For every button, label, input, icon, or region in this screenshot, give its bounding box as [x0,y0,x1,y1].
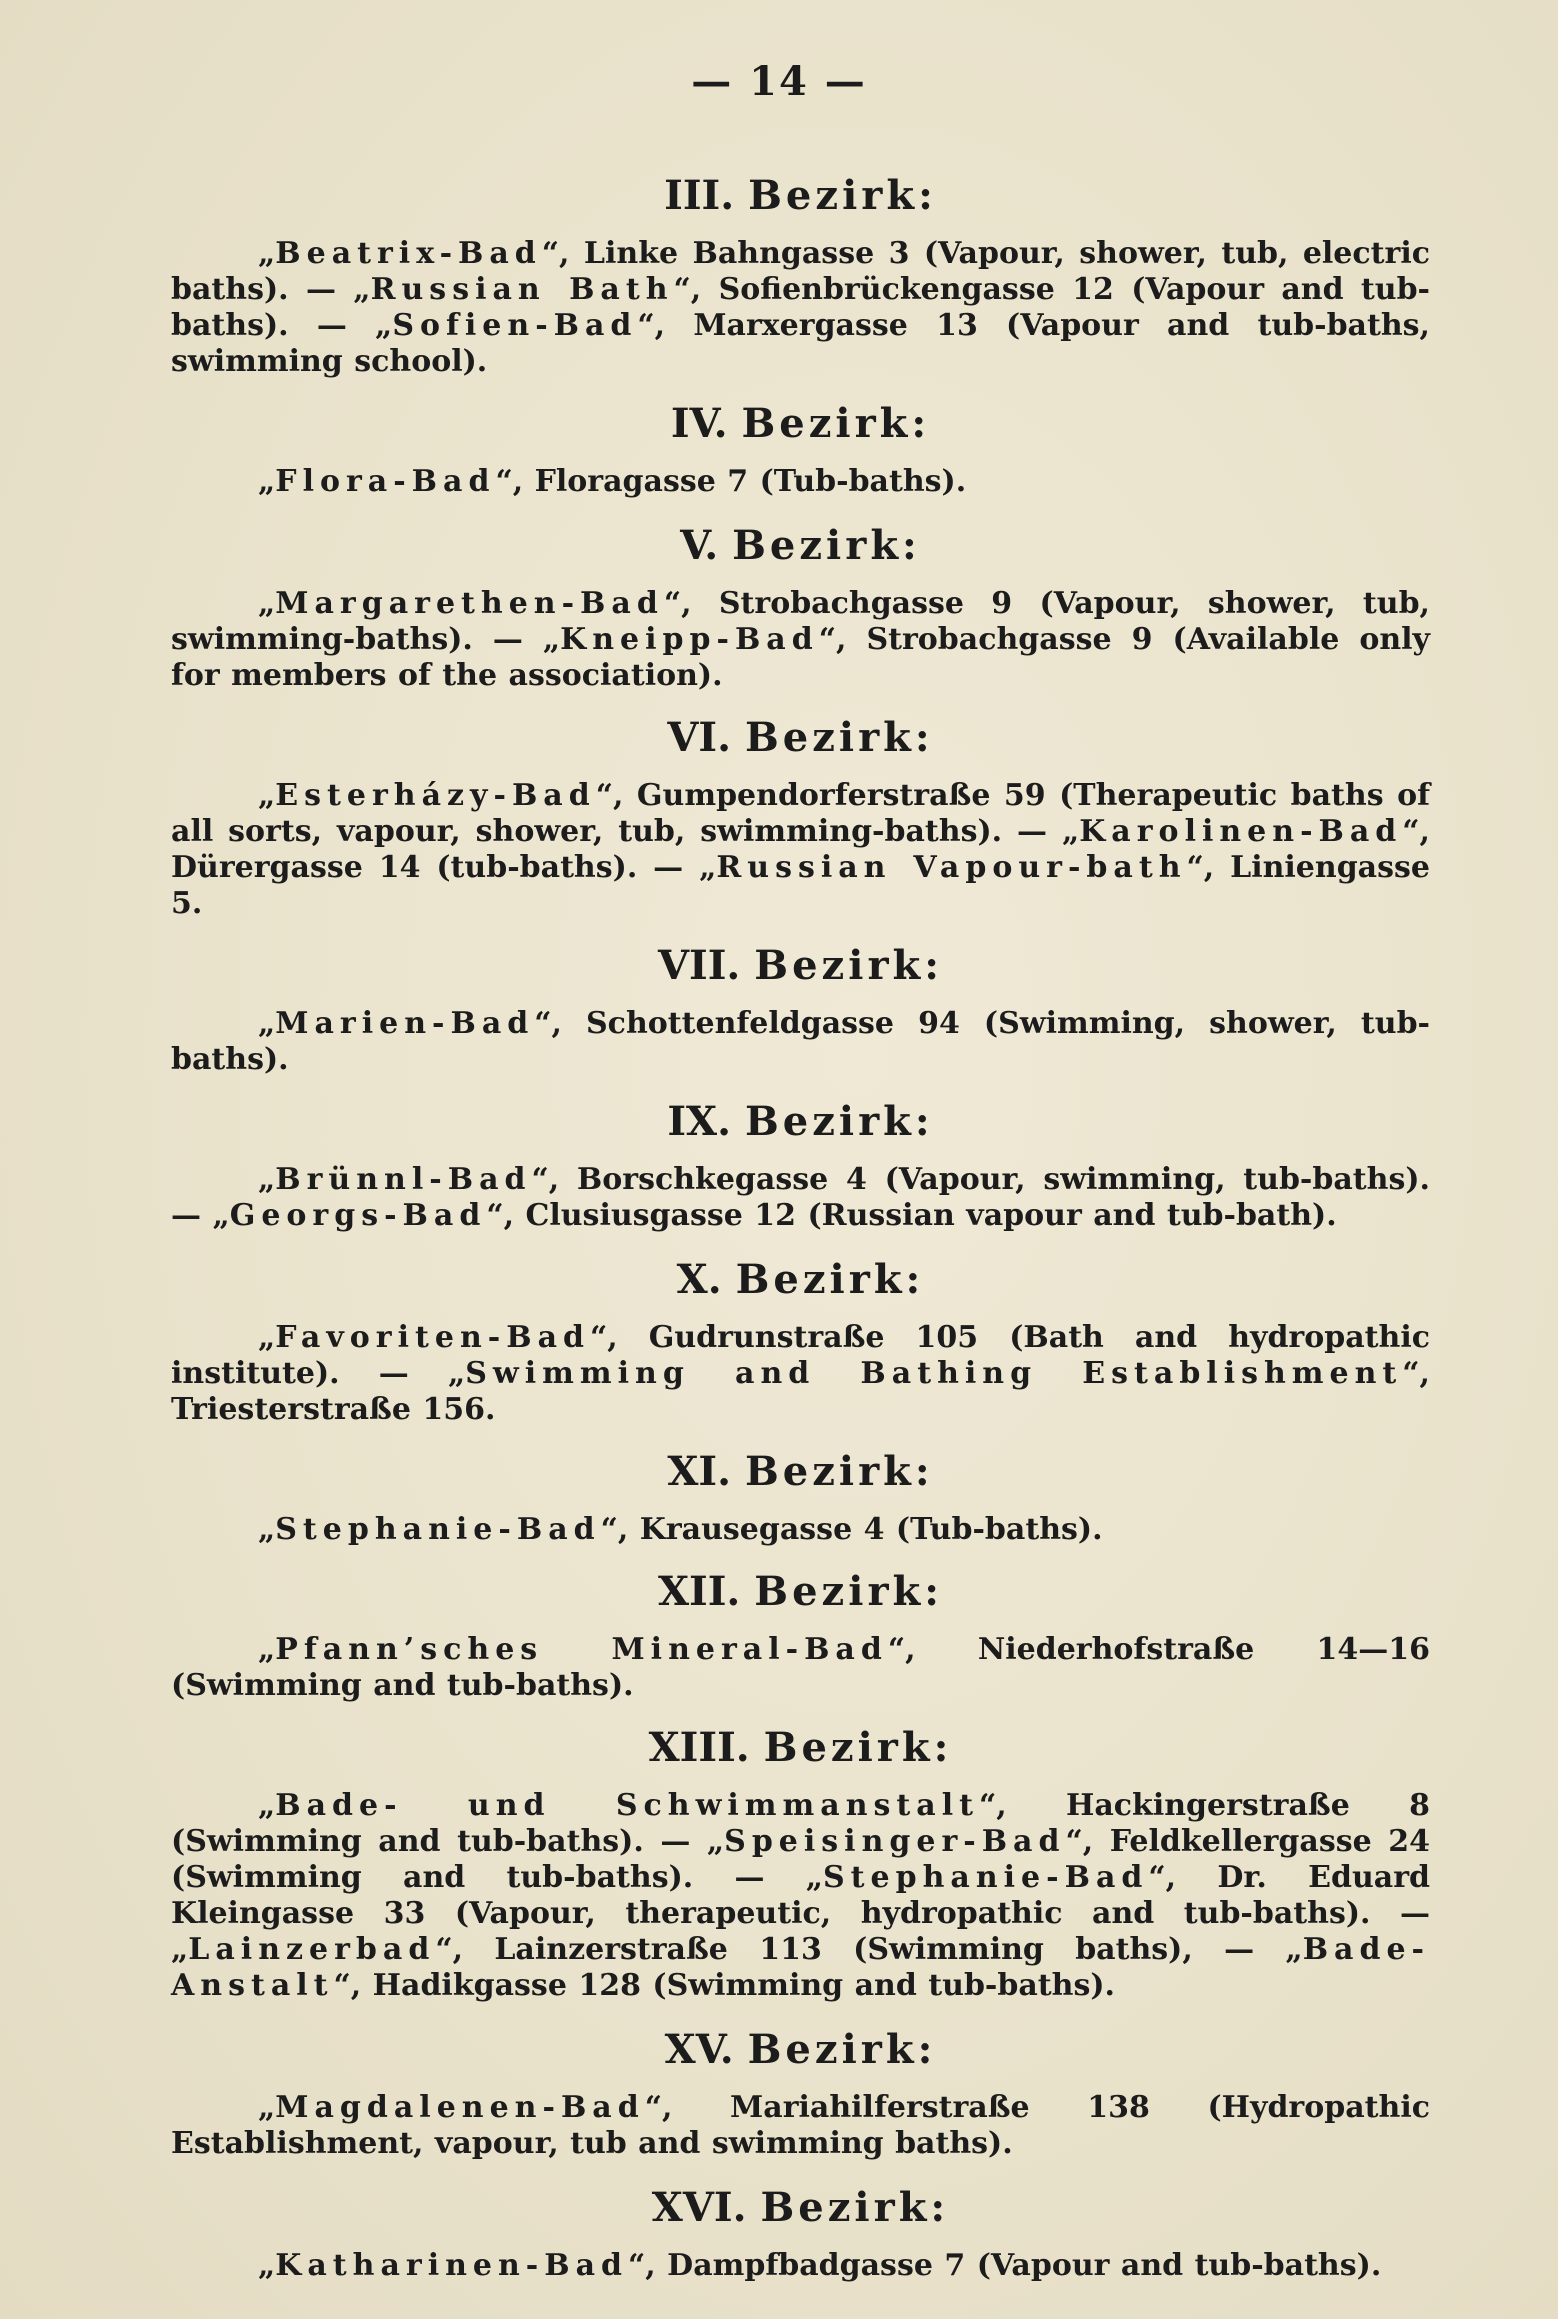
bath-name: Favoriten-Bad [275,1320,590,1355]
bath-details: “, Liniengasse 5. [171,850,1430,921]
bath-details: “, Borschkegasse 4 (Vapour, swimming, tub-baths). — „ [171,1162,1430,1233]
district-heading [171,398,1430,450]
district-heading [171,1566,1430,1618]
bath-name: Kneipp-Bad [560,622,819,657]
bath-details: “, Strobachgasse 9 (Vapour, shower, tub, swimming-baths). — „ [171,586,1430,657]
district-label: Bezirk: [754,942,944,989]
bath-details: „ [258,1632,276,1667]
bath-details: „ [258,1320,276,1355]
district-heading [171,520,1430,572]
bath-name: Beatrix-Bad [275,236,542,271]
bath-name: Bade- und Schwimmanstalt [275,1788,979,1823]
bath-details: “, Floragasse 7 (Tub-baths). [495,464,967,499]
bath-details: „ [258,464,276,499]
bath-name: Marien-Bad [275,1006,535,1041]
bath-details: “, Clusiusgasse 12 (Russian vapour and tub-bath). [486,1198,1337,1233]
bath-name: Pfann’sches Mineral-Bad [275,1632,888,1667]
district-label: Bezirk: [763,1724,953,1771]
bath-details: “, Dampfbadgasse 7 (Vapour and tub-baths). [628,2248,1382,2283]
district-number: VI. [667,714,731,761]
district-number: XV. [664,2026,734,2073]
district-heading [171,1722,1430,1774]
bath-listing [171,778,1430,922]
bath-name: Speisinger-Bad [724,1824,1066,1859]
district-heading [171,1096,1430,1148]
bath-listing [171,586,1430,694]
bath-name: Esterházy-Bad [275,778,596,813]
bath-details: “, Mariahilferstraße 138 (Hydropathic Establishment, vapour, tub and swimming baths). [171,2090,1430,2161]
bath-name: Margarethen-Bad [275,586,664,621]
district-number: IX. [667,1098,731,1145]
district-label: Bezirk: [735,1256,925,1303]
bath-details: “, Strobachgasse 9 (Available only for members of the association). [171,622,1430,693]
bath-listing [171,2090,1430,2162]
bath-name: Russian Vapour-bath [716,850,1187,885]
bath-listing [171,236,1430,380]
district-heading [171,2024,1430,2076]
bath-details: “, Gumpendorferstraße 59 (Therapeutic baths of all sorts, vapour, shower, tub, swimming-baths). — „ [171,778,1430,849]
district-label: Bezirk: [732,522,921,569]
district-number: V. [680,522,719,569]
bath-details: “, Lainzerstraße 113 (Swimming baths), — „ [435,1932,1303,1967]
bath-name: Sofien-Bad [392,308,638,343]
district-heading [171,170,1430,222]
page-number: — 14 — [691,58,867,105]
bath-details: “, Triesterstraße 156. [171,1356,1430,1427]
bath-name: Brünnl-Bad [275,1162,532,1197]
bath-details: “, Sofienbrückengasse 12 (Vapour and tub-baths). — „ [171,272,1431,343]
bath-name: Stephanie-Bad [823,1860,1149,1895]
bath-details: „ [258,778,276,813]
document-body [171,170,1430,2302]
bath-name: Bade-Anstalt [171,1932,1430,2003]
district-label: Bezirk: [741,400,931,447]
district-label: Bezirk: [754,1568,944,1615]
bath-listing [171,1512,1430,1548]
district-number: XI. [667,1448,731,1495]
bath-details: „ [258,236,276,271]
bath-details: „ [258,1512,276,1547]
bath-name: Karolinen-Bad [1079,814,1403,849]
bath-details: “, Linke Bahngasse 3 (Vapour, shower, tub, electric baths). — „ [171,236,1430,307]
district-label: Bezirk: [747,2026,937,2073]
bath-details: “, Dr. Eduard Kleingasse 33 (Vapour, therapeutic, hydropathic and tub-baths). — „ [171,1860,1430,1967]
district-label: Bezirk: [748,172,937,219]
bath-name: Magdalenen-Bad [275,2090,645,2125]
district-label: Bezirk: [744,1448,934,1495]
bath-listing [171,1162,1430,1234]
district-label: Bezirk: [760,2184,950,2231]
bath-details: “, Feldkellergasse 24 (Swimming and tub-baths). — „ [171,1824,1430,1895]
bath-details: „ [258,2090,276,2125]
bath-name: Swimming and Bathing Establishment [465,1356,1403,1391]
bath-listing [171,1632,1430,1704]
bath-details: „ [258,1006,276,1041]
bath-details: “, Gudrunstraße 105 (Bath and hydropathic institute). — „ [171,1320,1430,1391]
district-number: XIII. [648,1724,750,1771]
bath-details: “, Dürergasse 14 (tub-baths). — „ [171,814,1430,885]
district-label: Bezirk: [744,1098,934,1145]
bath-listing [171,1320,1430,1428]
bath-name: Stephanie-Bad [275,1512,601,1547]
bath-listing [171,1006,1430,1078]
district-number: XVI. [651,2184,747,2231]
district-heading [171,1254,1430,1306]
bath-listing [171,464,1430,500]
district-heading [171,712,1430,764]
bath-details: “, Krausegasse 4 (Tub-baths). [600,1512,1103,1547]
bath-details: “, Niederhofstraße 14—16 (Swimming and tub-baths). [171,1632,1430,1703]
bath-details: “, Hackingerstraße 8 (Swimming and tub-baths). — „ [171,1788,1430,1859]
bath-listing [171,2248,1430,2284]
district-heading [171,940,1430,992]
district-number: III. [664,172,735,219]
district-heading [171,2182,1430,2234]
bath-details: “, Hadikgasse 128 (Swimming and tub-baths). [333,1968,1115,2003]
bath-details: „ [258,1788,276,1823]
bath-name: Flora-Bad [275,464,496,499]
bath-name: Lainzerbad [188,1932,436,1967]
district-number: XII. [657,1568,741,1615]
district-number: VII. [657,942,741,989]
bath-name: Georgs-Bad [229,1198,487,1233]
bath-details: „ [258,586,276,621]
bath-details: „ [258,2248,276,2283]
bath-name: Katharinen-Bad [275,2248,629,2283]
bath-details: „ [258,1162,276,1197]
bath-listing [171,1788,1430,2004]
bath-name: Russian Bath [370,272,674,307]
district-number: IV. [670,400,728,447]
district-label: Bezirk: [744,714,934,761]
district-number: X. [676,1256,722,1303]
district-heading [171,1446,1430,1498]
bath-details: “, Marxergasse 13 (Vapour and tub-baths, swimming school). [171,308,1430,379]
bath-details: “, Schottenfeldgasse 94 (Swimming, shower, tub-baths). [171,1006,1430,1077]
